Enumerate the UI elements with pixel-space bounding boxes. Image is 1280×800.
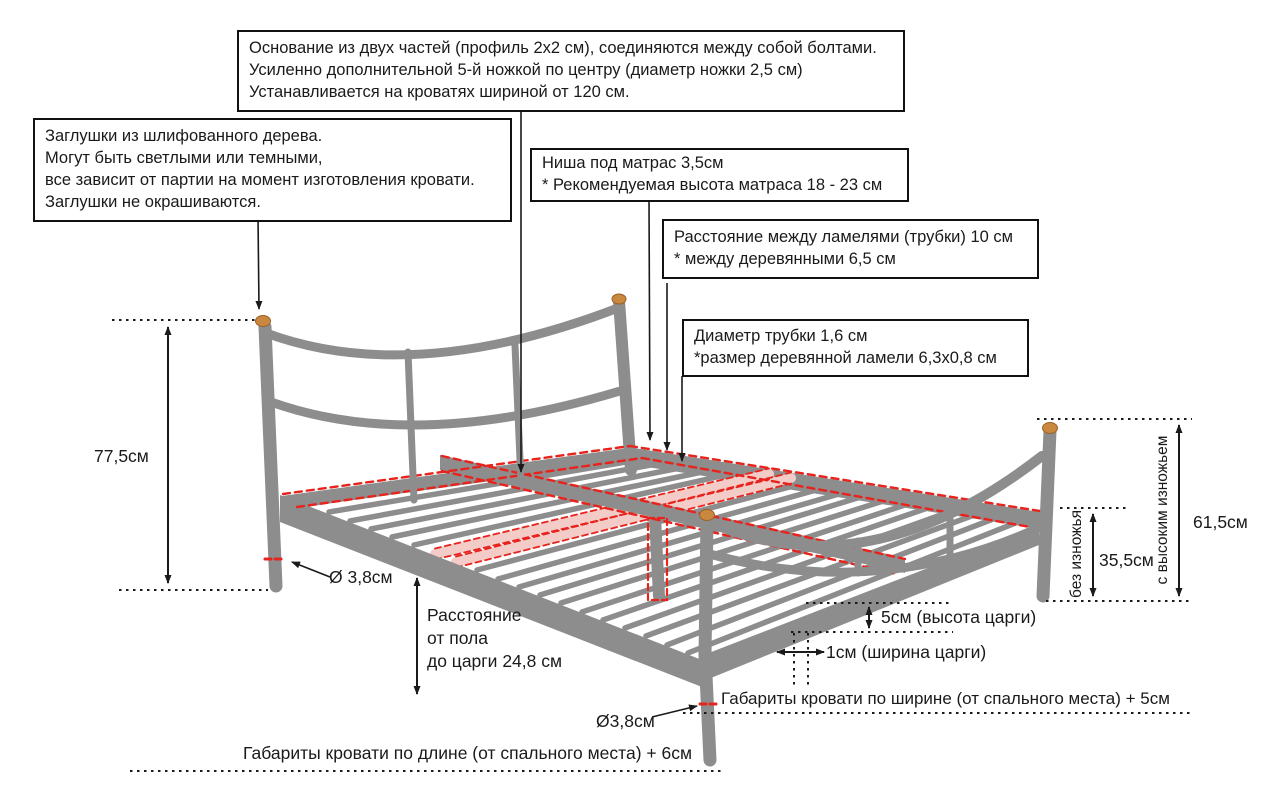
label-rail-width: 1см (ширина царги)	[826, 642, 987, 662]
callout-base-line2: Усиленно дополнительной 5-й ножкой по центру (диаметр ножки 2,5 см)	[249, 60, 803, 79]
label-leg-diameter-foot: Ø3,8см	[596, 711, 655, 731]
callout-base-line1: Основание из двух частей (профиль 2x2 см), соединяются между собой болтами.	[249, 39, 877, 57]
callout-tube-line1: Диаметр трубки 1,6 см	[694, 327, 868, 345]
headboard-near-post	[265, 327, 276, 586]
callout-caps-note	[33, 118, 512, 222]
label-without-footboard: без изножья	[1068, 510, 1085, 599]
callout-caps-line4: Заглушки не окрашиваются.	[45, 192, 261, 211]
callout-caps-line1: Заглушки из шлифованного дерева.	[45, 127, 323, 145]
leader-caps-note	[258, 216, 259, 309]
callout-tube-note	[682, 319, 1029, 377]
callout-base-note	[237, 30, 905, 112]
callout-base-line3: Устанавливается на кроватях шириной от 120 см.	[249, 82, 630, 101]
callout-lamels-line1: Расстояние между ламелями (трубки) 10 см	[674, 228, 1013, 246]
wood-cap-head-near	[256, 316, 271, 327]
headboard-top-rail	[266, 308, 618, 355]
label-overall-length: Габариты кровати по длине (от спального места) + 6см	[243, 743, 692, 763]
callout-caps-line3: все зависит от партии на момент изготовления кровати.	[45, 170, 475, 189]
callout-lamels-note	[662, 219, 1039, 279]
label-without-footboard-height: 35,5см	[1099, 550, 1154, 570]
label-floor-to-rail-line3: до царги 24,8 см	[427, 651, 563, 671]
label-leg-diameter-head: Ø 3,8см	[329, 567, 393, 587]
callout-lamels-line2: * между деревянными 6,5 см	[674, 249, 896, 268]
footboard-near-leg	[705, 655, 710, 760]
wood-cap-head-far	[612, 294, 626, 304]
callout-tube-line2: *размер деревянной ламели 6,3x0,8 см	[694, 348, 997, 367]
headboard	[256, 294, 627, 586]
headboard-mid-rail	[271, 391, 620, 425]
callout-caps-line2: Могут быть светлыми или темными,	[45, 148, 323, 167]
label-floor-to-rail-line2: от пола	[427, 628, 488, 648]
leader-leg-diameter-head	[292, 562, 330, 577]
leader-niche-note	[649, 198, 650, 440]
wood-cap-foot-far	[1043, 423, 1058, 434]
callout-niche-line2: * Рекомендуемая высота матраса 18 - 23 см	[542, 175, 883, 194]
label-overall-width: Габариты кровати по ширине (от спального места) + 5см	[721, 689, 1170, 708]
wood-cap-foot-near	[700, 510, 715, 521]
label-headboard-height: 77,5см	[94, 446, 149, 466]
leader-leg-diameter-foot	[652, 706, 697, 717]
callout-niche-note	[530, 148, 909, 202]
label-floor-to-rail	[427, 604, 562, 673]
label-rail-height: 5см (высота царги)	[881, 607, 1037, 627]
label-with-high-footboard-height: 61,5см	[1193, 512, 1248, 532]
headboard-far-post	[619, 301, 631, 470]
label-with-high-footboard: с высоким изножьем	[1154, 435, 1171, 585]
footboard-near-post	[705, 519, 707, 655]
fifth-leg	[655, 517, 659, 596]
callout-niche-line1: Ниша под матрас 3,5см	[542, 154, 724, 172]
label-floor-to-rail-line1: Расстояние	[427, 605, 522, 625]
